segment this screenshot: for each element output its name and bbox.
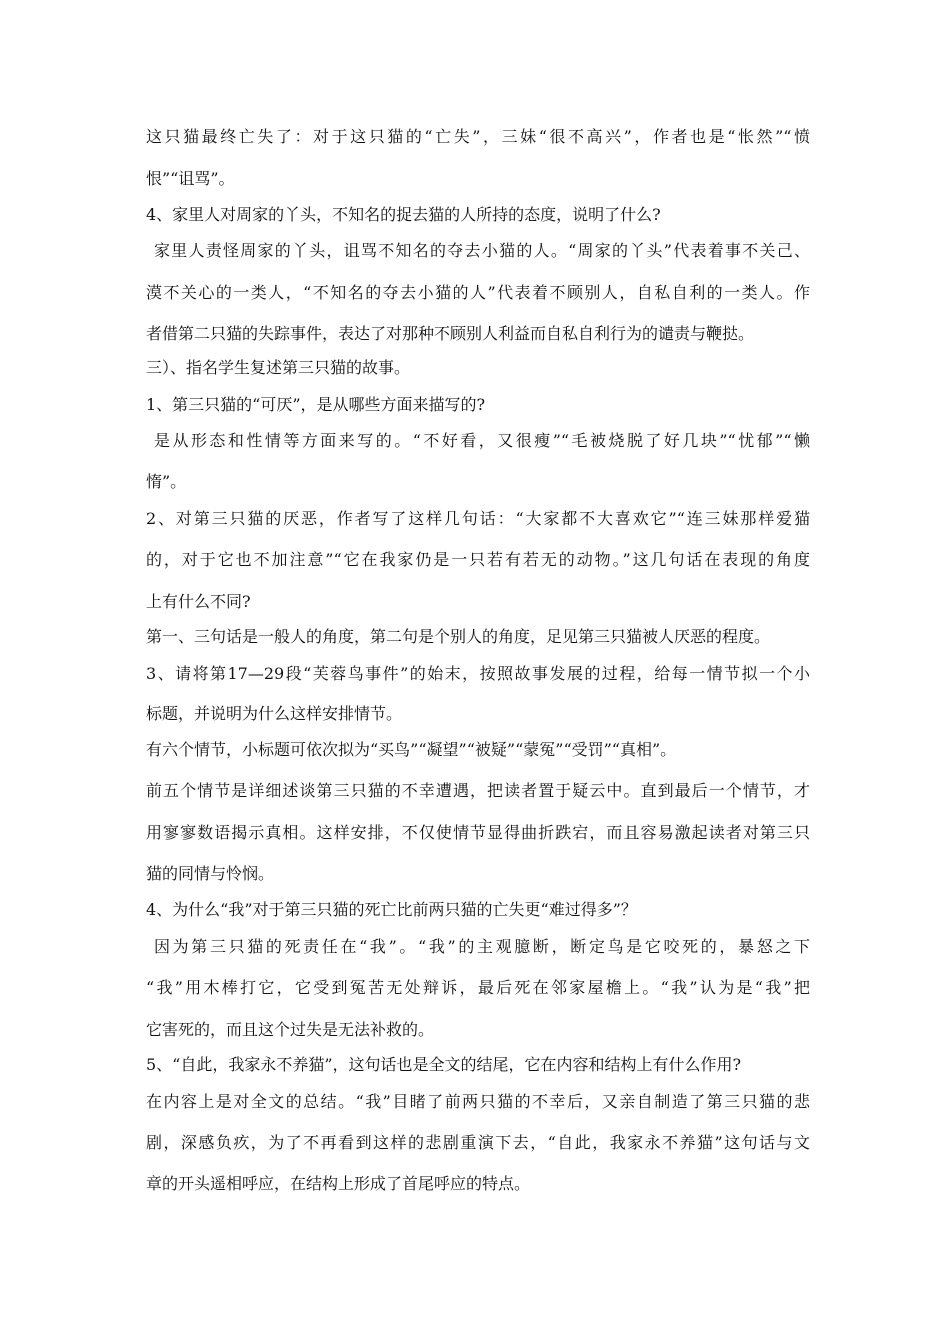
question-line: 的，对于它也不加注意”“它在我家仍是一只若有若无的动物。”这几句话在表现的角度 [146,550,810,569]
text-line: 家里人责怪周家的丫头，诅骂不知名的夺去小猫的人。“周家的丫头”代表着事不关己、 [154,241,810,260]
text-line: 它害死的，而且这个过失是无法补救的。 [146,1020,435,1039]
question-line: 上有什么不同? [146,592,251,611]
text-line: 在内容上是对全文的总结。“我”目睹了前两只猫的不幸后，又亲自制造了第三只猫的悲 [146,1092,810,1111]
section-heading: 三）、指名学生复述第三只猫的故事。 [146,358,411,377]
text-line: 惰”。 [146,472,187,491]
text-line: 这只猫最终亡失了：对于这只猫的“亡失”，三妹“很不高兴”，作者也是“怅然”“愤 [146,127,810,146]
text-line: 者借第二只猫的失踪事件，表达了对那种不顾别人利益而自私自利行为的谴责与鞭挞。 [146,324,755,343]
text-line: “我”用木棒打它，它受到冤苦无处辩诉，最后死在邻家屋檐上。“我”认为是“我”把 [146,978,810,997]
question-line: 5、“自此，我家永不养猫”，这句话也是全文的结尾，它在内容和结构上有什么作用? [146,1055,742,1074]
text-line: 猫的同情与怜悯。 [146,864,275,883]
question-line: 标题，并说明为什么这样安排情节。 [146,704,403,723]
text-line: 剧，深感负疚，为了不再看到这样的悲剧重演下去，“自此，我家永不养猫”这句话与文 [146,1133,810,1152]
text-line: 有六个情节，小标题可依次拟为“买鸟”“凝望”“被疑”“蒙冤”“受罚”“真相”。 [146,740,677,759]
text-line: 第一、三句话是一般人的角度，第二句是个别人的角度，足见第三只猫被人厌恶的程度。 [146,627,771,646]
text-line: 漠不关心的一类人，“不知名的夺去小猫的人”代表着不顾别人，自私自利的一类人。作 [146,283,810,302]
text-line: 恨”“诅骂”。 [146,169,235,188]
text-line: 因为第三只猫的死责任在“我”。“我”的主观臆断，断定鸟是它咬死的，暴怒之下 [154,937,810,956]
question-line: 4、为什么“我”对于第三只猫的死亡比前两只猫的亡失更“难过得多”？ [146,900,637,919]
text-line: 是从形态和性情等方面来写的。“不好看，又很瘦”“毛被烧脱了好几块”“忧郁”“懒 [154,431,810,450]
question-line: 2、对第三只猫的厌恶，作者写了这样几句话：“大家都不大喜欢它”“连三妹那样爱猫 [146,509,810,528]
question-line: 3、请将第17—29段“芙蓉鸟事件”的始末，按照故事发展的过程，给每一情节拟一个小 [146,664,810,683]
text-line: 用寥寥数语揭示真相。这样安排，不仅使情节显得曲折跌宕，而且容易激起读者对第三只 [146,823,810,842]
question-line: 1、第三只猫的“可厌”，是从哪些方面来描写的? [146,395,486,414]
question-line: 4、家里人对周家的丫头，不知名的捉去猫的人所持的态度，说明了什么? [146,205,661,224]
text-line: 前五个情节是详细述谈第三只猫的不幸遭遇，把读者置于疑云中。直到最后一个情节，才 [146,781,810,800]
text-line: 章的开头遥相呼应，在结构上形成了首尾呼应的特点。 [146,1174,531,1193]
